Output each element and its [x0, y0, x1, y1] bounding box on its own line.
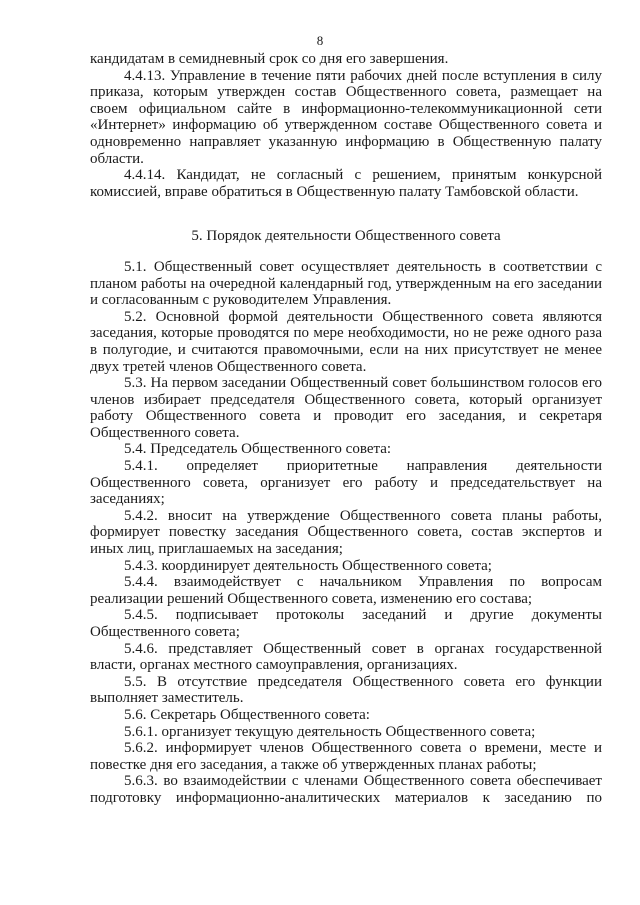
document-body: [90, 51, 602, 807]
paragraph-5-6-3: 5.6.3. во взаимодействии с членами Общественного совета обеспечивает подготовку информационно-аналитических материалов к заседанию по: [90, 773, 602, 806]
paragraph-continuation: кандидатам в семидневный срок со дня его завершения.: [90, 51, 449, 67]
paragraph-5-1: 5.1. Общественный совет осуществляет деятельность в соответствии с планом работы на очередной календарный год, утвержденным на его заседании и согласованным с руководителем Управления.: [90, 258, 602, 309]
paragraph-5-4-4: 5.4.4. взаимодействует с начальником Управления по вопросам реализации решений Общественного совета, изменению его состава;: [90, 574, 602, 607]
paragraph-4-4-13: 4.4.13. Управление в течение пяти рабочих дней после вступления в силу приказа, которым утвержден состав Общественного совета, размещает на своем официальном сайте в информационно-телекоммуникационной сети «Интернет» информацию об утвержденном составе Общественного совета и одновременно направляет указанную информацию в Общественную палату области.: [90, 67, 602, 167]
paragraph-5-6-2: 5.6.2. информирует членов Общественного совета о времени, месте и повестке дня его заседания, а также об утвержденных планах работы;: [90, 740, 602, 773]
paragraph-5-5: 5.5. В отсутствие председателя Общественного совета его функции выполняет заместитель.: [90, 673, 602, 707]
paragraph-5-2: 5.2. Основной формой деятельности Общественного совета являются заседания, которые проводятся по мере необходимости, но не реже одного раза в полугодие, и считаются правомочными, если на них присутствует не менее двух третей членов Общественного совета.: [90, 308, 602, 375]
paragraph-5-3: 5.3. На первом заседании Общественный совет большинством голосов его членов избирает председателя Общественного совета, который организует работу Общественного совета и проводит его заседания, и секретаря Общественного совета.: [90, 375, 602, 441]
paragraph-5-4-6: 5.4.6. представляет Общественный совет в органах государственной власти, органах местного самоуправления, организациях.: [90, 640, 602, 674]
section-heading: 5. Порядок деятельности Общественного совета: [191, 228, 501, 245]
paragraph-5-4-1: 5.4.1. определяет приоритетные направления деятельности Общественного совета, организует его работу и председательствует на заседаниях;: [90, 458, 602, 508]
page-number: 8: [316, 33, 324, 48]
paragraph-4-4-14: 4.4.14. Кандидат, не согласный с решением, принятым конкурсной комиссией, вправе обратиться в Общественную палату Тамбовской области.: [90, 167, 602, 200]
paragraph-5-4-3: 5.4.3. координирует деятельность Общественного совета;: [124, 557, 492, 574]
paragraph-5-6-1: 5.6.1. организует текущую деятельность Общественного совета;: [124, 723, 536, 740]
paragraph-5-4-2: 5.4.2. вносит на утверждение Общественного совета планы работы, формирует повестку заседания Общественного совета, состав экспертов и иных лиц, приглашаемых на заседания;: [90, 507, 602, 558]
paragraph-5-6: 5.6. Секретарь Общественного совета:: [124, 706, 370, 723]
paragraph-5-4-5: 5.4.5. подписывает протоколы заседаний и другие документы Общественного совета;: [90, 607, 602, 640]
paragraph-5-4: 5.4. Председатель Общественного совета:: [124, 441, 392, 458]
